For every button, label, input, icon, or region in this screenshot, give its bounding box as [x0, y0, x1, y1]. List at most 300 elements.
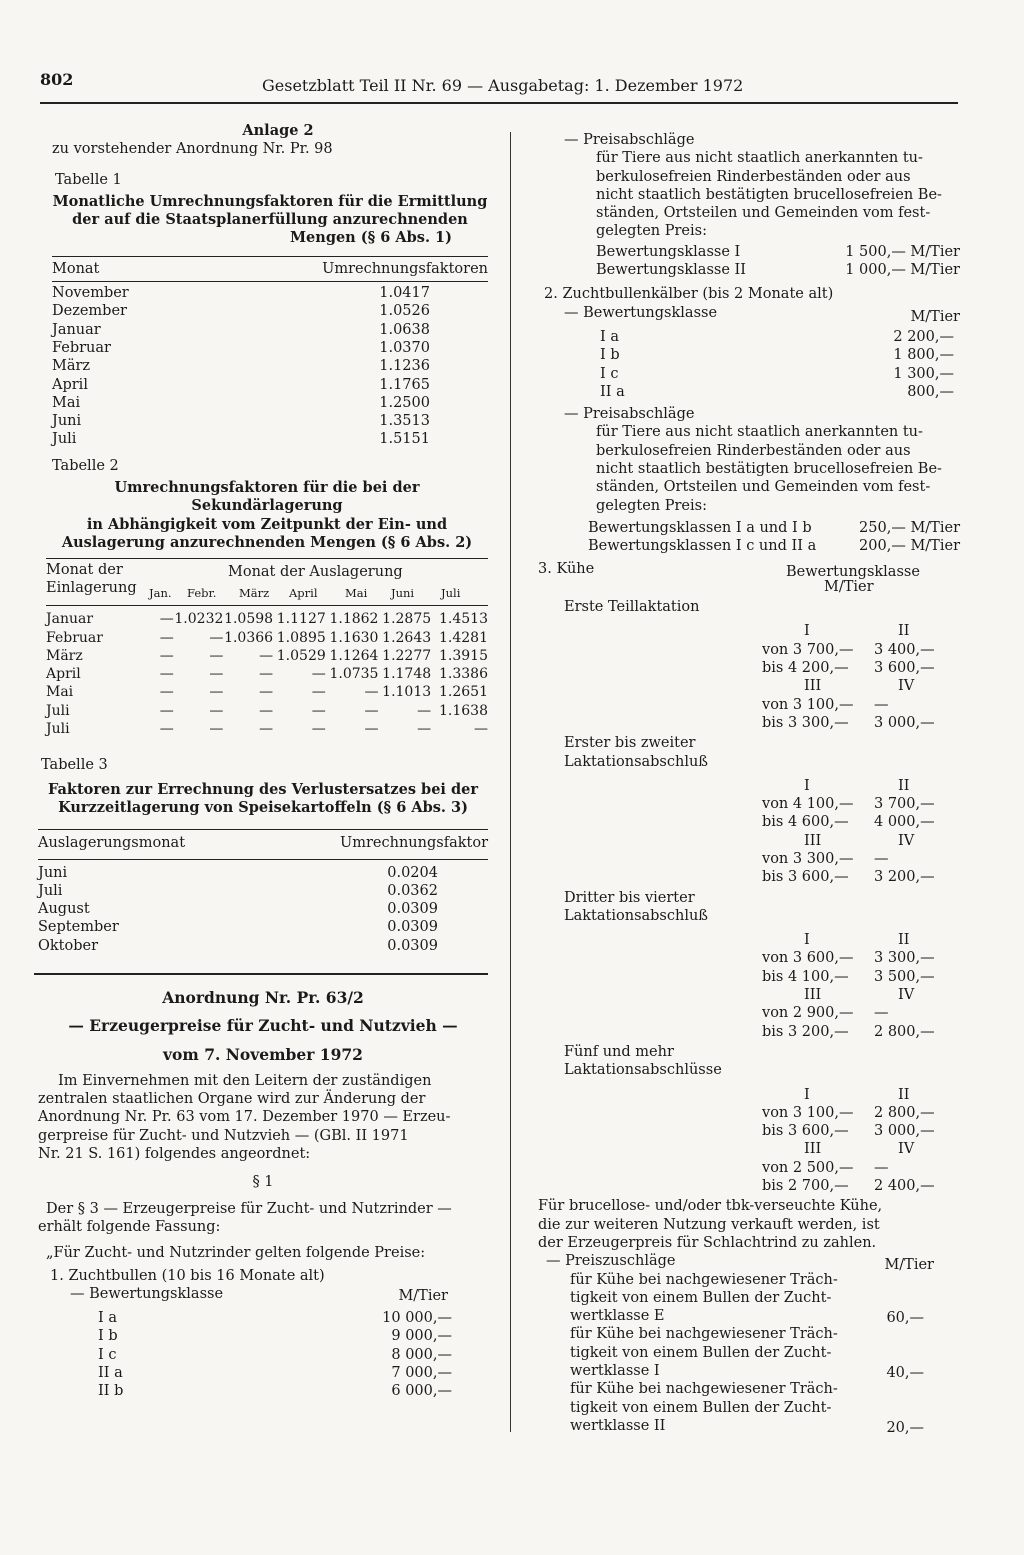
preis1-label: — Preisabschläge	[564, 132, 695, 148]
price-cell: 3 000,—	[874, 1123, 935, 1140]
month-cell: September	[38, 919, 119, 936]
col-header: Umrechnungsfaktoren	[322, 260, 488, 277]
factor-cell: 1.5151	[379, 431, 430, 448]
price-range: von 3 100,—	[762, 696, 854, 713]
factor-cell: 1.3513	[379, 413, 430, 430]
class-header-row	[538, 1086, 960, 1104]
price-row	[588, 519, 960, 537]
table2	[46, 558, 488, 738]
price-row	[588, 537, 960, 555]
left-column	[38, 122, 488, 1401]
factor-cell: 1.1236	[379, 358, 430, 375]
class-cell: II a	[600, 383, 625, 400]
month-cell: Juni	[38, 864, 68, 881]
month-cell: März	[46, 647, 83, 664]
item2-unit: M/Tier	[910, 308, 960, 325]
text-line: erhält folgende Fassung:	[38, 1218, 221, 1235]
price-row	[538, 813, 960, 831]
month-header: Juni	[391, 586, 415, 601]
factor-cell: 1.0370	[379, 339, 430, 356]
text-line: gelegten Preis:	[596, 497, 707, 514]
item1-label: 1. Zuchtbullen (10 bis 16 Monate alt)	[50, 1267, 325, 1284]
price-cell: —	[874, 850, 889, 867]
table-row	[38, 918, 488, 936]
text-line: Laktationsabschluß	[564, 907, 708, 924]
price-range: bis 3 600,—	[762, 1123, 849, 1140]
class-header-row	[538, 677, 960, 695]
factor-cell: 1.1862	[329, 611, 379, 628]
item1-subheader	[38, 1285, 488, 1303]
table2-title-line: in Abhängigkeit vom Zeitpunkt der Ein- und	[86, 515, 448, 533]
price-range: von 4 100,—	[762, 796, 854, 813]
price-cell: 1 800,—	[893, 347, 954, 364]
kuehe-group-name	[538, 1043, 960, 1080]
table-row	[38, 882, 488, 900]
right-column	[538, 131, 960, 1435]
item2-subheader	[538, 304, 960, 325]
price-cell: —	[874, 1005, 889, 1022]
factor-cell: —	[209, 629, 224, 646]
factor-cell: —	[364, 684, 379, 701]
class-header-row	[538, 1140, 960, 1158]
class-label: II	[898, 623, 910, 640]
table2-body	[46, 610, 488, 738]
preis1-rows	[538, 243, 960, 280]
price-row	[600, 383, 954, 401]
factor-cell: 1.0232	[174, 611, 224, 628]
class-label: I	[804, 1086, 810, 1103]
class-header-row	[538, 986, 960, 1004]
class-label: IV	[898, 1141, 915, 1158]
table3-title	[38, 781, 488, 818]
class-label: I	[804, 777, 810, 794]
factor-cell: 0.0309	[387, 919, 438, 936]
month-cell: Dezember	[52, 303, 127, 320]
price-cell: 2 400,—	[874, 1178, 935, 1195]
factor-cell: —	[259, 684, 274, 701]
text-line: Der § 3 — Erzeugerpreise für Zucht- und Nutzrinder —	[46, 1200, 452, 1217]
class-label: III	[804, 1141, 822, 1158]
factor-cell: 1.0366	[224, 629, 274, 646]
factor-cell: 1.1630	[329, 629, 379, 646]
price-cell: 60,—	[886, 1310, 924, 1327]
factor-cell: —	[311, 684, 326, 701]
factor-cell: —	[159, 629, 174, 646]
text-line: tigkeit von einem Bullen der Zucht-	[570, 1289, 832, 1306]
kuehe-group-name	[538, 889, 960, 926]
table3-title-line: Faktoren zur Errechnung des Verlustersatzes bei der	[48, 780, 478, 798]
text-line: für Tiere aus nicht staatlich anerkannten tu-	[596, 150, 923, 167]
table3	[38, 829, 488, 955]
class-cell: I c	[98, 1346, 117, 1363]
price-row	[538, 696, 960, 714]
month-header: Febr.	[187, 586, 217, 601]
price-row	[538, 1177, 960, 1195]
month-cell: April	[46, 666, 81, 683]
table-row	[46, 665, 488, 683]
class-cell: I b	[600, 347, 620, 364]
table1-title-line: Mengen (§ 6 Abs. 1)	[290, 229, 452, 247]
month-cell: Oktober	[38, 937, 99, 954]
price-range: bis 3 300,—	[762, 714, 849, 731]
factor-cell: 1.4281	[439, 629, 488, 646]
factor-cell: 1.0638	[379, 321, 430, 338]
price-row	[538, 1004, 960, 1022]
price-cell: 3 000,—	[874, 714, 935, 731]
month-cell: Juli	[38, 882, 63, 899]
text-line: Laktationsabschluß	[564, 753, 708, 770]
factor-cell: 0.0309	[387, 937, 438, 954]
factor-cell: —	[159, 611, 174, 628]
preis2-rows	[538, 519, 960, 556]
month-cell: Juli	[46, 721, 70, 738]
paragraph-sign: § 1	[252, 1174, 274, 1191]
factor-cell: —	[417, 702, 432, 719]
table-row	[46, 647, 488, 665]
price-range: von 3 600,—	[762, 950, 854, 967]
price-range: bis 4 100,—	[762, 968, 849, 985]
table1-title	[38, 193, 488, 248]
item2-sub: — Bewertungsklasse	[564, 304, 718, 321]
price-range: von 2 500,—	[762, 1159, 854, 1176]
month-header: Juli	[441, 586, 461, 601]
month-header: März	[239, 586, 270, 601]
factor-cell: 1.3915	[439, 647, 488, 664]
class-label: III	[804, 678, 822, 695]
table3-label: Tabelle 3	[41, 757, 108, 774]
price-cell: 3 500,—	[874, 968, 935, 985]
table-row	[52, 357, 488, 375]
factor-cell: 1.1127	[276, 611, 326, 628]
factor-cell: —	[259, 666, 274, 683]
price-cell: 1 500,— M/Tier	[845, 243, 960, 260]
text-line: für Kühe bei nachgewiesener Träch-	[570, 1271, 838, 1288]
text-line: zentralen staatlichen Organe wird zur Änderung der	[38, 1091, 426, 1108]
price-cell: 2 800,—	[874, 1104, 935, 1121]
table-row	[52, 339, 488, 357]
factor-cell: —	[311, 666, 326, 683]
factor-cell: —	[159, 702, 174, 719]
price-range: von 2 900,—	[762, 1005, 854, 1022]
item3-unit: M/Tier	[824, 578, 874, 595]
factor-cell: 1.1264	[329, 647, 379, 664]
price-cell: 3 200,—	[874, 869, 935, 886]
price-row	[538, 659, 960, 677]
text-line: für Kühe bei nachgewiesener Träch-	[570, 1326, 838, 1343]
table-row	[52, 412, 488, 430]
price-row	[538, 714, 960, 732]
price-range: bis 4 600,—	[762, 814, 849, 831]
month-cell: Juni	[52, 413, 82, 430]
price-row	[596, 243, 960, 261]
zuschlag-item	[538, 1380, 960, 1435]
price-row	[600, 365, 954, 383]
text-line: gelegten Preis:	[596, 223, 707, 240]
class-cell: I a	[98, 1310, 117, 1327]
factor-cell: —	[311, 721, 326, 738]
item3-header	[538, 560, 960, 578]
text-line: wertklasse I	[570, 1363, 660, 1379]
kuehe-group	[538, 734, 960, 886]
class-header-row	[538, 832, 960, 850]
text-line: die zur weiteren Nutzung verkauft werden, ist	[538, 1216, 880, 1233]
text-line: nicht staatlich bestätigten brucellosefreien Be-	[596, 186, 942, 203]
table-row	[38, 937, 488, 955]
table-row	[52, 302, 488, 320]
price-cell: —	[874, 696, 889, 713]
month-cell: August	[38, 901, 90, 918]
factor-cell: —	[417, 721, 432, 738]
month-cell: Juli	[46, 702, 70, 719]
table-row	[52, 430, 488, 448]
price-row	[538, 1122, 960, 1140]
col-header: Auslagerungsmonat	[38, 835, 186, 852]
table2-title-line: Auslagerung anzurechnenden Mengen (§ 6 Abs. 2)	[61, 533, 473, 551]
price-range: bis 3 600,—	[762, 869, 849, 886]
table-rule	[46, 605, 488, 606]
price-row	[538, 795, 960, 813]
factor-cell: —	[474, 721, 488, 738]
class-label: II	[898, 932, 910, 949]
month-cell: Juli	[52, 431, 77, 448]
price-cell: 4 000,—	[874, 814, 935, 831]
table1-label: Tabelle 1	[55, 171, 122, 188]
factor-cell: —	[364, 702, 379, 719]
text-line: ständen, Ortsteilen und Gemeinden vom fest-	[596, 205, 931, 222]
price-row	[538, 641, 960, 659]
page-number: 802	[40, 70, 74, 89]
factor-cell: —	[209, 721, 224, 738]
price-row	[38, 1309, 488, 1327]
anlage-subheading: zu vorstehender Anordnung Nr. Pr. 98	[52, 141, 333, 158]
price-cell: 8 000,—	[391, 1346, 452, 1363]
class-cell: Bewertungsklassen I a und I b	[588, 519, 812, 536]
factor-cell: 0.0309	[387, 901, 438, 918]
factor-cell: —	[364, 721, 379, 738]
class-label: IV	[898, 678, 915, 695]
col-group-header: Monat der Auslagerung	[228, 564, 403, 581]
text-line: Anordnung Nr. Pr. 63 vom 17. Dezember 1970 — Erzeu-	[38, 1109, 451, 1126]
class-label: IV	[898, 987, 915, 1004]
text-line: für Tiere aus nicht staatlich anerkannten tu-	[596, 424, 923, 441]
class-label: I	[804, 623, 810, 640]
zuschlaege-unit: M/Tier	[884, 1257, 934, 1274]
text-line: Fünf und mehr	[564, 1043, 674, 1060]
paragraph-text	[38, 1200, 488, 1237]
table-row	[38, 864, 488, 882]
zuschlaege-items	[538, 1271, 960, 1436]
price-range: von 3 700,—	[762, 641, 854, 658]
factor-cell: 1.0417	[379, 285, 430, 302]
price-row	[38, 1346, 488, 1364]
table1-title-line: Monatliche Umrechnungsfaktoren für die Ermittlung	[52, 192, 488, 210]
class-cell: I a	[600, 328, 619, 345]
text-line: für Kühe bei nachgewiesener Träch-	[570, 1381, 838, 1398]
table-row	[52, 284, 488, 302]
price-cell: 3 600,—	[874, 660, 935, 677]
text-line: Dritter bis vierter	[564, 889, 695, 906]
table-row	[46, 683, 488, 701]
factor-cell: —	[209, 684, 224, 701]
factor-cell: —	[159, 721, 174, 738]
column-divider	[510, 132, 511, 1432]
table-row	[52, 394, 488, 412]
text-line: der Erzeugerpreis für Schlachtrind zu zahlen.	[538, 1234, 877, 1251]
factor-cell: 1.0526	[379, 303, 430, 320]
factor-cell: 1.2500	[379, 394, 430, 411]
table-row	[46, 702, 488, 720]
text-line: berkulosefreien Rinderbeständen oder aus	[596, 168, 911, 185]
class-cell: I c	[600, 365, 619, 382]
price-row	[538, 850, 960, 868]
quote-line: „Für Zucht- und Nutzrinder gelten folgende Preise:	[46, 1245, 426, 1262]
price-cell: 6 000,—	[391, 1383, 452, 1400]
factor-cell: 0.0362	[387, 882, 438, 899]
table-rule	[38, 859, 488, 860]
item1-unit: M/Tier	[398, 1287, 448, 1304]
factor-cell: 1.4513	[439, 611, 488, 628]
header-rule	[40, 102, 958, 104]
month-cell: April	[52, 376, 88, 393]
preis2-text	[538, 423, 960, 514]
price-cell: 250,— M/Tier	[859, 519, 960, 536]
price-cell: 10 000,—	[382, 1310, 452, 1327]
kuehe-group	[538, 889, 960, 1041]
text-line: Erster bis zweiter	[564, 735, 696, 752]
factor-cell: —	[311, 702, 326, 719]
kuehe-group	[538, 1043, 960, 1195]
table-row	[46, 610, 488, 628]
class-label: III	[804, 987, 822, 1004]
text-line: tigkeit von einem Bullen der Zucht-	[570, 1399, 832, 1416]
price-range: bis 3 200,—	[762, 1023, 849, 1040]
kuehe-group-name	[538, 598, 960, 616]
table2-title-line: Umrechnungsfaktoren für die bei der Sekundärlagerung	[114, 479, 420, 515]
text-line: Nr. 21 S. 161) folgendes angeordnet:	[38, 1146, 311, 1163]
text-line: ständen, Ortsteilen und Gemeinden vom fest-	[596, 479, 931, 496]
table3-body	[38, 864, 488, 955]
class-label: II	[898, 777, 910, 794]
price-row	[600, 346, 954, 364]
month-cell: März	[52, 358, 91, 375]
month-cell: Januar	[46, 611, 94, 628]
price-row	[538, 949, 960, 967]
item3-label: 3. Kühe	[538, 560, 595, 577]
item1-sub: — Bewertungsklasse	[70, 1285, 224, 1302]
factor-cell: 1.0598	[224, 611, 274, 628]
col-header: Monat der	[46, 562, 123, 579]
factor-cell: —	[259, 721, 274, 738]
item2-label: 2. Zuchtbullenkälber (bis 2 Monate alt)	[544, 286, 834, 303]
text-line: berkulosefreien Rinderbeständen oder aus	[596, 442, 911, 459]
anordnung-date: vom 7. November 1972	[163, 1044, 363, 1064]
factor-cell: 1.0895	[276, 629, 326, 646]
price-cell: 9 000,—	[391, 1328, 452, 1345]
text-line: tigkeit von einem Bullen der Zucht-	[570, 1344, 832, 1361]
text-line: gerpreise für Zucht- und Nutzvieh — (GBl. II 1971	[38, 1127, 409, 1144]
table-rule	[38, 829, 488, 830]
factor-cell: —	[159, 666, 174, 683]
price-row	[538, 868, 960, 886]
price-cell: 3 400,—	[874, 641, 935, 658]
table3-header	[38, 834, 488, 852]
item3-class-header: Bewertungsklasse	[786, 563, 920, 580]
text-line: Im Einvernehmen mit den Leitern der zuständigen	[58, 1072, 432, 1089]
table-rule	[52, 281, 488, 282]
col-header: Einlagerung	[46, 580, 137, 597]
price-range: bis 2 700,—	[762, 1178, 849, 1195]
kuehe-groups	[538, 598, 960, 1195]
class-header-row	[538, 777, 960, 795]
price-row	[538, 1104, 960, 1122]
class-label: I	[804, 932, 810, 949]
class-header-row	[538, 931, 960, 949]
table3-title-line: Kurzzeitlagerung von Speisekartoffeln (§ 6 Abs. 3)	[58, 798, 468, 816]
price-row	[538, 1023, 960, 1041]
class-header-row	[538, 622, 960, 640]
month-cell: Mai	[46, 684, 74, 701]
price-cell: —	[874, 1159, 889, 1176]
price-range: bis 4 200,—	[762, 660, 849, 677]
zuschlaege-header	[538, 1252, 960, 1274]
table-row	[52, 321, 488, 339]
month-header: Jan.	[149, 586, 172, 601]
price-cell: 1 000,— M/Tier	[845, 262, 960, 279]
text-line: wertklasse II	[570, 1417, 666, 1434]
factor-cell: 1.1748	[382, 666, 432, 683]
zuschlag-item	[538, 1325, 960, 1380]
brucellose-text	[538, 1197, 960, 1252]
month-cell: Februar	[46, 629, 103, 646]
factor-cell: 1.2651	[439, 684, 488, 701]
factor-cell: 1.2875	[382, 611, 432, 628]
anordnung-intro	[38, 1072, 488, 1163]
month-cell: November	[52, 285, 129, 302]
month-header: April	[289, 586, 318, 601]
table2-title	[38, 479, 488, 552]
factor-cell: —	[209, 702, 224, 719]
text-line: Für brucellose- und/oder tbk-verseuchte Kühe,	[538, 1198, 883, 1215]
price-cell: 2 200,—	[893, 328, 954, 345]
factor-cell: 1.1013	[382, 684, 432, 701]
price-range: von 3 300,—	[762, 850, 854, 867]
table1-title-line: der auf die Staatsplanerfüllung anzurechnenden	[72, 211, 468, 229]
price-row	[538, 1159, 960, 1177]
zuschlaege-label: — Preiszuschläge	[546, 1253, 676, 1270]
preis1-text	[538, 149, 960, 240]
kuehe-group-name	[538, 734, 960, 771]
table-row	[46, 629, 488, 647]
item3-unit-row	[538, 578, 960, 596]
price-cell: 20,—	[886, 1419, 924, 1436]
factor-cell: 1.3386	[439, 666, 488, 683]
item2-body	[538, 328, 960, 401]
factor-cell: —	[159, 684, 174, 701]
zuschlag-item	[538, 1271, 960, 1326]
price-cell: 3 700,—	[874, 796, 935, 813]
price-cell: 7 000,—	[391, 1365, 452, 1382]
class-label: III	[804, 832, 822, 849]
factor-cell: —	[259, 702, 274, 719]
factor-cell: 1.2643	[382, 629, 432, 646]
class-cell: Bewertungsklassen I c und II a	[588, 538, 817, 555]
month-header: Mai	[345, 586, 368, 601]
factor-cell: 1.2277	[382, 647, 432, 664]
table-row	[52, 376, 488, 394]
text-line: wertklasse E	[570, 1308, 665, 1325]
factor-cell: —	[209, 666, 224, 683]
price-row	[38, 1364, 488, 1382]
